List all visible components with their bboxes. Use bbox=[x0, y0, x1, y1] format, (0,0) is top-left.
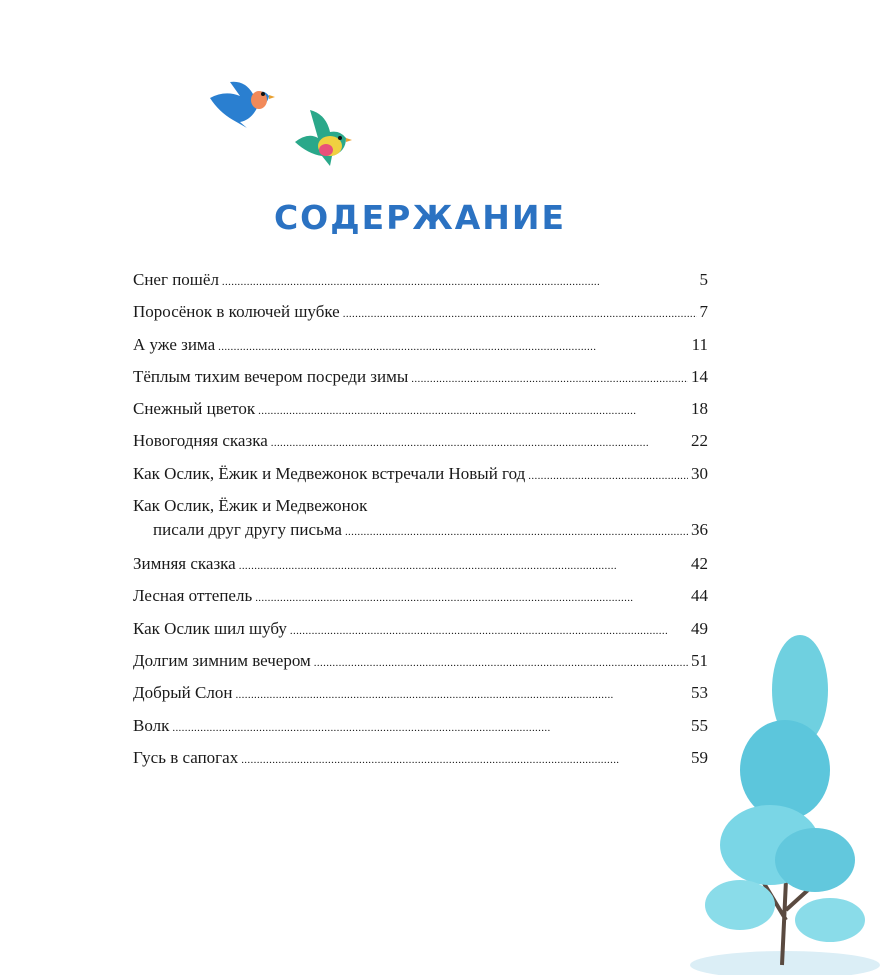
entry-page: 18 bbox=[691, 399, 708, 419]
dot-leader bbox=[343, 302, 697, 322]
entry-page: 59 bbox=[691, 747, 708, 767]
snowy-tree-illustration bbox=[690, 620, 880, 975]
entry-title: Тёплым тихим вечером посреди зимы bbox=[133, 366, 409, 386]
entry-page: 30 bbox=[691, 463, 708, 483]
dot-leader bbox=[314, 651, 688, 671]
dot-leader bbox=[222, 270, 697, 290]
entry-title: Лесная оттепель bbox=[133, 586, 253, 606]
entry-title: Как Ослик, Ёжик и Медвежонок встречали Новый год bbox=[133, 463, 526, 483]
dot-leader bbox=[271, 431, 688, 451]
toc-entry[interactable] bbox=[133, 716, 708, 748]
entry-title: Гусь в сапогах bbox=[133, 747, 239, 767]
blue-bird-illustration bbox=[205, 70, 275, 130]
dot-leader bbox=[218, 335, 689, 355]
entry-title-line2: писали друг другу письма bbox=[153, 520, 342, 540]
toc-entry[interactable] bbox=[133, 683, 708, 715]
entry-title: Снег пошёл bbox=[133, 270, 219, 289]
entry-page: 22 bbox=[691, 431, 708, 451]
dot-leader bbox=[258, 399, 688, 419]
dot-leader bbox=[290, 619, 688, 639]
dot-leader bbox=[235, 683, 688, 703]
toc-entry[interactable] bbox=[133, 302, 708, 334]
entry-page: 49 bbox=[691, 618, 708, 638]
entry-title: Поросёнок в колючей шубке bbox=[133, 302, 340, 322]
entry-page: 42 bbox=[691, 554, 708, 574]
entry-title: Как Ослик шил шубу bbox=[133, 618, 287, 638]
table-of-contents bbox=[133, 270, 708, 780]
entry-title: Долгим зимним вечером bbox=[133, 650, 311, 670]
green-bird-illustration bbox=[290, 100, 355, 170]
toc-entry[interactable] bbox=[133, 431, 708, 463]
toc-entry[interactable] bbox=[133, 464, 708, 496]
entry-title: Добрый Слон bbox=[133, 683, 233, 703]
toc-entry[interactable] bbox=[133, 335, 708, 367]
toc-entry[interactable] bbox=[133, 496, 708, 554]
entry-page: 7 bbox=[699, 302, 708, 322]
toc-entry[interactable] bbox=[133, 554, 708, 586]
dot-leader bbox=[255, 586, 688, 606]
entry-page: 44 bbox=[691, 586, 708, 606]
toc-entry[interactable] bbox=[133, 586, 708, 618]
dot-leader bbox=[411, 367, 688, 387]
dot-leader bbox=[345, 520, 688, 540]
dot-leader bbox=[172, 716, 688, 736]
dot-leader bbox=[241, 748, 688, 768]
entry-page: 36 bbox=[691, 520, 708, 540]
toc-entry[interactable] bbox=[133, 748, 708, 780]
dot-leader bbox=[528, 464, 688, 484]
entry-title-line1: Как Ослик, Ёжик и Медвежонок bbox=[133, 496, 368, 516]
entry-page: 11 bbox=[691, 334, 708, 354]
toc-entry[interactable] bbox=[133, 367, 708, 399]
entry-title: А уже зима bbox=[133, 334, 216, 354]
entry-page: 5 bbox=[699, 270, 708, 289]
entry-title: Зимняя сказка bbox=[133, 554, 236, 574]
entry-page: 55 bbox=[691, 715, 708, 735]
dot-leader bbox=[239, 554, 688, 574]
toc-entry[interactable] bbox=[133, 399, 708, 431]
toc-entry[interactable] bbox=[133, 651, 708, 683]
entry-title: Волк bbox=[133, 715, 170, 735]
entry-page: 14 bbox=[691, 366, 708, 386]
entry-page: 53 bbox=[691, 683, 708, 703]
page-title: СОДЕРЖАНИЕ bbox=[273, 198, 567, 237]
entry-title: Новогодняя сказка bbox=[133, 431, 268, 451]
entry-page: 51 bbox=[691, 650, 708, 670]
toc-entry[interactable] bbox=[133, 619, 708, 651]
toc-entry[interactable] bbox=[133, 270, 708, 302]
entry-title: Снежный цветок bbox=[133, 399, 256, 419]
